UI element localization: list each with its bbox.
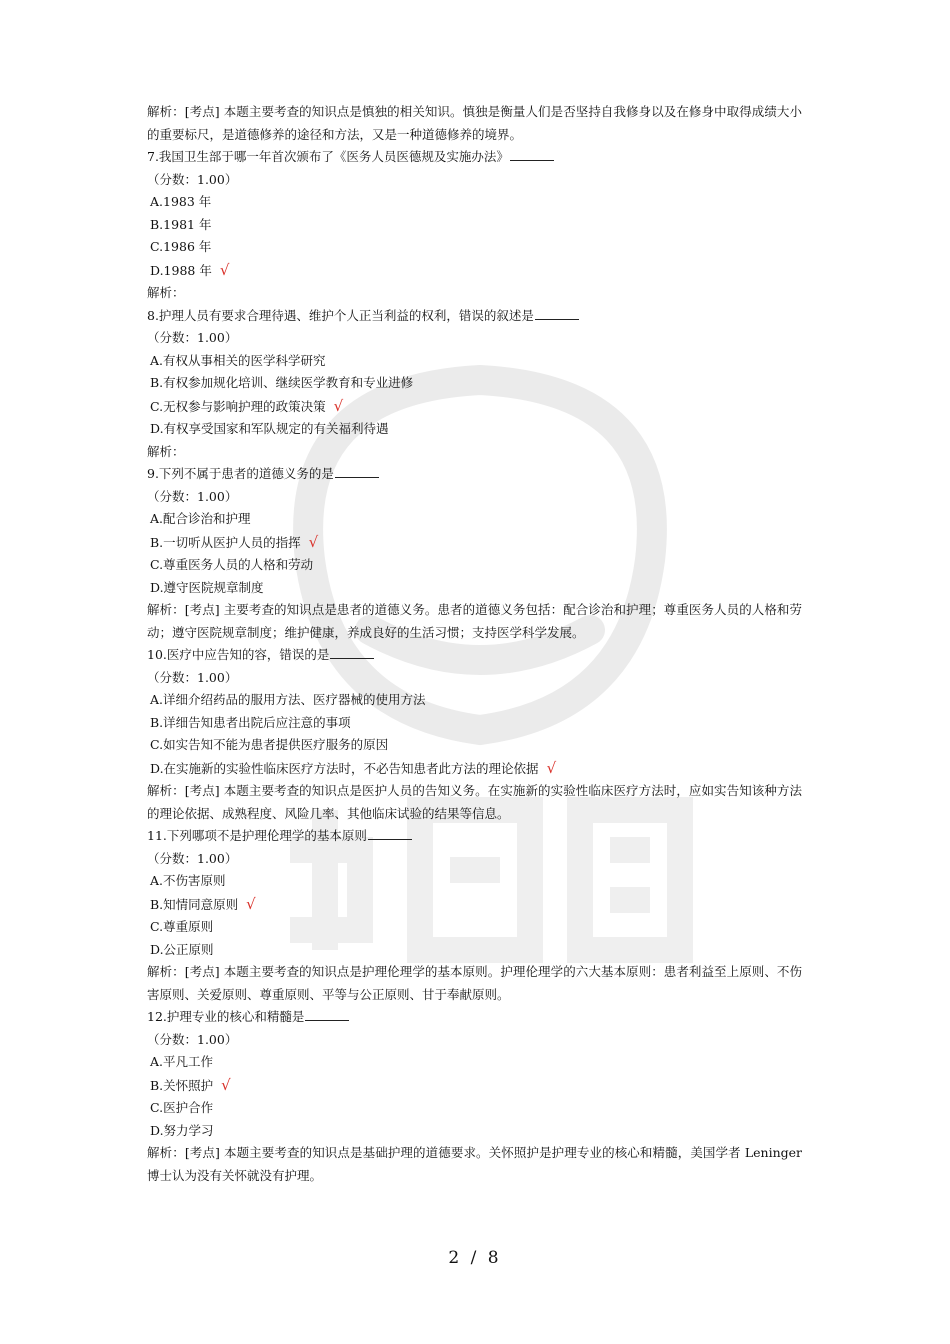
answer-option-text: D.在实施新的实验性临床医疗方法时，不必告知患者此方法的理论依据 bbox=[150, 760, 539, 776]
question-stem bbox=[147, 146, 802, 169]
answer-option-text: A.平凡工作 bbox=[150, 1054, 214, 1069]
answer-option bbox=[147, 1120, 802, 1143]
answer-option bbox=[147, 734, 802, 757]
answer-option bbox=[147, 757, 802, 781]
question-score: （分数：1.00） bbox=[147, 171, 238, 187]
answer-option-text: C.尊重原则 bbox=[150, 919, 214, 934]
answer-option bbox=[147, 1097, 802, 1120]
answer-option bbox=[147, 916, 802, 939]
answer-option-text: D.有权享受国家和军队规定的有关福利待遇 bbox=[150, 421, 389, 436]
answer-option bbox=[147, 1074, 802, 1098]
answer-option-text: D.努力学习 bbox=[150, 1122, 214, 1138]
top-explanation: 解析：[考点] 本题主要考查的知识点是慎独的相关知识。慎独是衡量人们是否坚持自我修身以及在修身中取得成绩大小的重要标尺，是道德修养的途径和方法，又是一种道德修养的境界。 bbox=[147, 104, 802, 142]
answer-option-text: B.1981 年 bbox=[150, 216, 212, 232]
answer-option-text: A.有权从事相关的医学科学研究 bbox=[150, 352, 326, 368]
question-stem-text: 8.护理人员有要求合理待遇、维护个人正当利益的权利，错误的叙述是 bbox=[147, 307, 534, 323]
question-score: （分数：1.00） bbox=[147, 1031, 238, 1047]
answer-blank bbox=[305, 1008, 349, 1021]
answer-option bbox=[147, 395, 802, 419]
question-block bbox=[147, 305, 802, 464]
answer-option bbox=[147, 939, 802, 962]
question-score: （分数：1.00） bbox=[147, 488, 238, 504]
answer-option-text: B.关怀照护 bbox=[150, 1077, 214, 1093]
answer-option bbox=[147, 554, 802, 577]
answer-option bbox=[147, 689, 802, 712]
correct-check-icon: √ bbox=[308, 532, 319, 551]
question-explanation: 解析：[考点] 主要考查的知识点是患者的道德义务。患者的道德义务包括：配合诊治和护理；尊重医务人员的人格和劳动；遵守医院规章制度；维护健康，养成良好的生活习惯；支持医学科学发展。 bbox=[147, 602, 802, 640]
answer-blank bbox=[535, 307, 579, 320]
answer-option-text: A.配合诊治和护理 bbox=[150, 511, 251, 526]
correct-check-icon: √ bbox=[221, 1075, 231, 1094]
answer-option-text: D.遵守医院规章制度 bbox=[150, 579, 264, 595]
answer-option bbox=[147, 893, 802, 917]
question-stem-text: 7.我国卫生部于哪一年首次颁布了《医务人员医德规及实施办法》 bbox=[147, 149, 509, 164]
question-block bbox=[147, 463, 802, 644]
answer-option-text: A.详细介绍药品的服用方法、医疗器械的使用方法 bbox=[150, 692, 426, 707]
answer-option bbox=[147, 1051, 802, 1074]
answer-option-text: D.1988 年 bbox=[150, 262, 212, 278]
answer-option bbox=[147, 259, 802, 283]
question-block bbox=[147, 146, 802, 305]
correct-check-icon: √ bbox=[219, 260, 230, 279]
answer-option bbox=[147, 236, 802, 259]
answer-option bbox=[147, 870, 802, 893]
answer-blank bbox=[335, 465, 379, 478]
document-body bbox=[147, 101, 802, 1187]
question-list bbox=[147, 146, 802, 1187]
answer-option-text: C.医护合作 bbox=[150, 1100, 214, 1115]
answer-option-text: C.1986 年 bbox=[150, 239, 212, 254]
correct-check-icon: √ bbox=[546, 758, 557, 777]
answer-option bbox=[147, 418, 802, 441]
answer-option-text: A.1983 年 bbox=[150, 194, 212, 209]
answer-blank bbox=[330, 646, 374, 659]
answer-option bbox=[147, 577, 802, 600]
answer-option-text: B.一切听从医护人员的指挥 bbox=[150, 534, 301, 550]
question-stem bbox=[147, 644, 802, 667]
answer-option-text: C.如实告知不能为患者提供医疗服务的原因 bbox=[150, 737, 389, 752]
answer-option-text: B.详细告知患者出院后应注意的事项 bbox=[150, 714, 351, 730]
page-number: 2 / 8 bbox=[448, 1248, 502, 1268]
question-block bbox=[147, 1006, 802, 1187]
question-block bbox=[147, 644, 802, 825]
answer-option bbox=[147, 350, 802, 373]
answer-option-text: B.有权参加规化培训、继续医学教育和专业进修 bbox=[150, 375, 414, 390]
answer-option-text: B.知情同意原则 bbox=[150, 896, 239, 912]
question-stem bbox=[147, 463, 802, 486]
answer-option-text: C.尊重医务人员的人格和劳动 bbox=[150, 557, 314, 572]
question-explanation: 解析：[考点] 本题主要考查的知识点是基础护理的道德要求。关怀照护是护理专业的核心和精髓，美国学者 Leninger 博士认为没有关怀就没有护理。 bbox=[147, 1145, 802, 1183]
question-stem-text: 11.下列哪项不是护理伦理学的基本原则 bbox=[147, 828, 367, 843]
question-score: （分数：1.00） bbox=[147, 669, 238, 685]
question-explanation: 解析：[考点] 本题主要考查的知识点是医护人员的告知义务。在实施新的实验性临床医疗方法时，应如实告知该种方法的理论依据、成熟程度、风险几率、其他临床试验的结果等信息。 bbox=[147, 783, 802, 821]
answer-option bbox=[147, 214, 802, 237]
correct-check-icon: √ bbox=[333, 396, 344, 415]
question-explanation: 解析： bbox=[147, 443, 185, 459]
answer-blank bbox=[510, 148, 554, 161]
answer-option bbox=[147, 531, 802, 555]
question-explanation: 解析： bbox=[147, 285, 185, 300]
question-stem-text: 12.护理专业的核心和精髓是 bbox=[147, 1009, 305, 1024]
answer-option bbox=[147, 372, 802, 395]
question-score: （分数：1.00） bbox=[147, 330, 238, 345]
answer-blank bbox=[368, 827, 412, 840]
answer-option-text: C.无权参与影响护理的政策决策 bbox=[150, 398, 326, 414]
question-block bbox=[147, 825, 802, 1006]
answer-option bbox=[147, 191, 802, 214]
question-stem bbox=[147, 825, 802, 848]
answer-option-text: A.不伤害原则 bbox=[150, 873, 226, 888]
correct-check-icon: √ bbox=[246, 894, 256, 913]
answer-option bbox=[147, 508, 802, 531]
question-stem bbox=[147, 305, 802, 328]
question-stem bbox=[147, 1006, 802, 1029]
question-score: （分数：1.00） bbox=[147, 850, 238, 866]
answer-option bbox=[147, 712, 802, 735]
question-explanation: 解析：[考点] 本题主要考查的知识点是护理伦理学的基本原则。护理伦理学的六大基本原则：患者利益至上原则、不伤害原则、关爱原则、尊重原则、平等与公正原则、甘于奉献原则。 bbox=[147, 964, 802, 1002]
answer-option-text: D.公正原则 bbox=[150, 941, 214, 957]
question-stem-text: 10.医疗中应告知的容，错误的是 bbox=[147, 647, 330, 662]
question-stem-text: 9.下列不属于患者的道德义务的是 bbox=[147, 466, 334, 481]
